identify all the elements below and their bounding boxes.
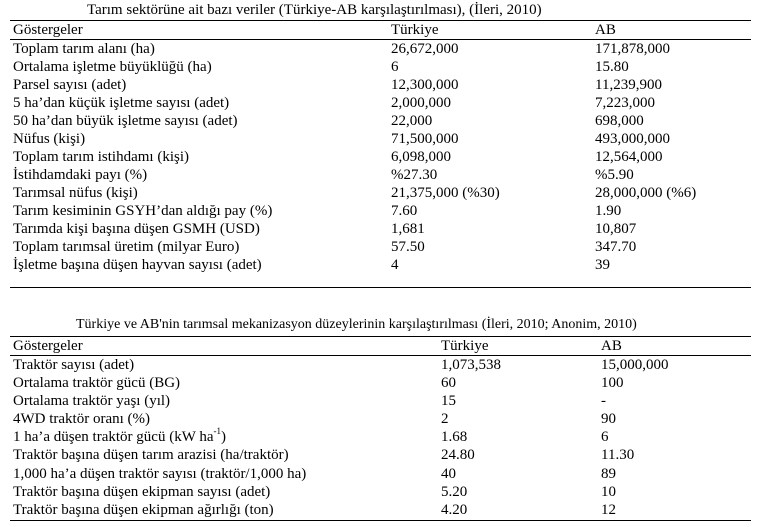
table-row: [10, 58, 751, 76]
table-row: [10, 130, 751, 148]
indicator-label: 50 ha’dan büyük işletme sayısı (adet): [13, 113, 238, 129]
unit-close-paren: ): [221, 429, 226, 446]
ab-value: 1.90: [595, 203, 622, 219]
ab-value: 493,000,000: [595, 131, 670, 147]
turkiye-value: 4: [391, 257, 399, 273]
table-row: [10, 501, 751, 519]
ab-value: 15.80: [595, 59, 629, 75]
table1-body: [10, 40, 751, 274]
table-row: [10, 76, 751, 94]
turkiye-value: 21,375,000 (%30): [391, 185, 500, 201]
ab-value: 171,878,000: [595, 41, 670, 57]
header-turkiye: Türkiye: [441, 338, 489, 354]
indicator-label: Ortalama traktör gücü (BG): [13, 375, 181, 392]
table1-caption: Tarım sektörüne ait bazı veriler (Türkiye-AB karşılaştırılması), (İleri, 2010): [87, 2, 542, 18]
indicator-label: Tarımda kişi başına düşen GSMH (USD): [13, 221, 260, 237]
indicator-label: 1,000 ha’a düşen traktör sayısı (traktör/1,000 ha): [13, 465, 307, 482]
indicator-label: Traktör başına düşen tarım arazisi (ha/traktör): [13, 447, 289, 464]
ab-value: 12: [601, 501, 616, 518]
header-ab: AB: [595, 22, 616, 38]
turkiye-value: 6: [391, 59, 399, 75]
ab-value: 11,239,900: [595, 77, 662, 93]
turkiye-value: 2,000,000: [391, 95, 451, 111]
indicator-label: İşletme başına düşen hayvan sayısı (adet): [13, 257, 262, 273]
turkiye-value: 1.68: [441, 429, 468, 446]
ab-value: %5.90: [595, 167, 634, 183]
table-row: [10, 166, 751, 184]
indicator-label: 4WD traktör oranı (%): [13, 411, 151, 428]
header-turkiye: Türkiye: [391, 22, 439, 38]
turkiye-value: 57.50: [391, 239, 425, 255]
ab-value: 11.30: [601, 447, 635, 464]
indicator-label: Ortalama işletme büyüklüğü (ha): [13, 59, 212, 75]
ab-value: 28,000,000 (%6): [595, 185, 697, 201]
turkiye-value: 26,672,000: [391, 41, 459, 57]
header-ab: AB: [601, 338, 622, 354]
turkiye-value: 2: [441, 411, 449, 428]
ab-value: 7,223,000: [595, 95, 655, 111]
table-row: [10, 410, 751, 428]
table-row: [10, 220, 751, 238]
table2-body: [10, 356, 751, 519]
ab-value: 89: [601, 465, 616, 482]
indicator-label: 1 ha’a düşen traktör gücü (kW $ha^{-1}$): [13, 426, 226, 446]
table-row: [10, 356, 751, 374]
table1-header-row: [10, 21, 751, 39]
indicator-label: Toplam tarımsal üretim (milyar Euro): [13, 239, 240, 255]
indicator-label: İstihdamdaki payı (%): [13, 167, 148, 183]
table-row: [10, 202, 751, 220]
table-row: [10, 184, 751, 202]
table2-header: [10, 337, 751, 355]
indicator-label: Traktör başına düşen ekipman ağırlığı (ton): [13, 501, 274, 518]
ab-value: 100: [601, 375, 624, 392]
turkiye-value: 5.20: [441, 483, 468, 500]
ab-value: 39: [595, 257, 610, 273]
table-row: [10, 428, 751, 446]
turkiye-value: 7.60: [391, 203, 418, 219]
turkiye-value: 60: [441, 375, 456, 392]
ab-value: 10,807: [595, 221, 637, 237]
indicator-label: Tarım kesiminin GSYH’dan aldığı pay (%): [13, 203, 273, 219]
turkiye-value: 24.80: [441, 447, 475, 464]
table-row: [10, 483, 751, 501]
table-row: [10, 148, 751, 166]
table-row: [10, 465, 751, 483]
table2-header-row: [10, 337, 751, 355]
ab-value: 15,000,000: [601, 357, 669, 373]
turkiye-value: 22,000: [391, 113, 433, 129]
table-row: [10, 256, 751, 274]
turkiye-value: 6,098,000: [391, 149, 451, 165]
turkiye-value: 1,681: [391, 221, 425, 237]
unit-exponent: -1: [213, 426, 221, 437]
ab-value: 10: [601, 483, 616, 500]
indicator-label: Nüfus (kişi): [13, 131, 86, 147]
indicator-label: Traktör sayısı (adet): [13, 357, 135, 373]
header-indicators: Göstergeler: [13, 338, 83, 354]
table-row: [10, 446, 751, 464]
turkiye-value: 1,073,538: [441, 357, 501, 373]
table1-bottom-rule: [10, 287, 751, 288]
indicator-label: Traktör başına düşen ekipman sayısı (adet): [13, 483, 271, 500]
header-indicators: Göstergeler: [13, 22, 83, 38]
indicator-label: Tarımsal nüfus (kişi): [13, 185, 138, 201]
table-row: [10, 374, 751, 392]
ab-value: 698,000: [595, 113, 644, 129]
table-row: [10, 392, 751, 410]
indicator-label: 5 ha’dan küçük işletme sayısı (adet): [13, 95, 230, 111]
table-row: [10, 238, 751, 256]
ab-value: 6: [601, 429, 609, 446]
turkiye-value: 12,300,000: [391, 77, 459, 93]
table2-bottom-rule: [10, 520, 751, 521]
table-row: [10, 94, 751, 112]
indicator-label: Toplam tarım alanı (ha): [13, 41, 155, 57]
turkiye-value: 40: [441, 465, 456, 482]
ab-value: 90: [601, 411, 616, 428]
turkiye-value: %27.30: [391, 167, 438, 183]
indicator-label: Parsel sayısı (adet): [13, 77, 127, 93]
indicator-label: Ortalama traktör yaşı (yıl): [13, 393, 171, 410]
indicator-label: Toplam tarım istihdamı (kişi): [13, 149, 190, 165]
ab-value: 347.70: [595, 239, 637, 255]
ab-value: 12,564,000: [595, 149, 663, 165]
turkiye-value: 15: [441, 393, 456, 410]
table1-header: [10, 21, 751, 39]
table-row: [10, 112, 751, 130]
table2-caption: Türkiye ve AB'nin tarımsal mekanizasyon düzeylerinin karşılaştırılması (İleri, 2010; Anonim, 2010): [76, 317, 637, 332]
turkiye-value: 4.20: [441, 501, 468, 518]
turkiye-value: 71,500,000: [391, 131, 459, 147]
table-row: [10, 40, 751, 58]
ab-value: -: [601, 393, 606, 410]
